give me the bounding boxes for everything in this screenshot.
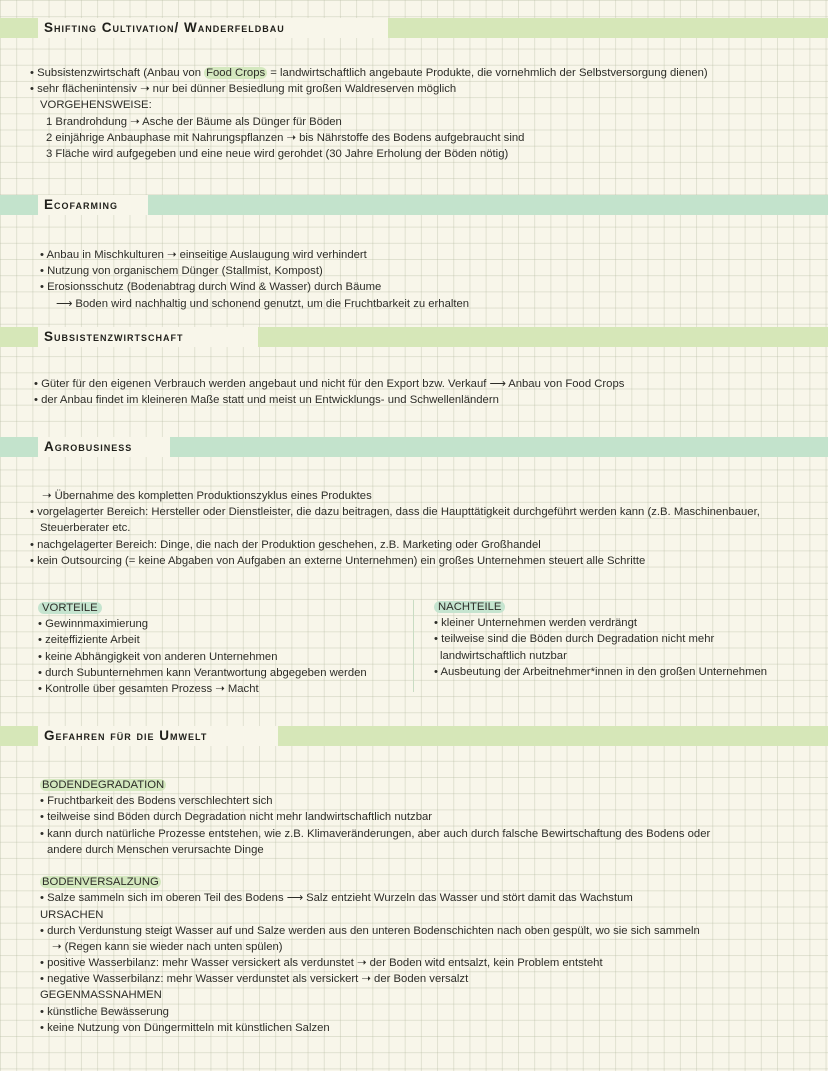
section-title: Agrobusiness	[38, 437, 170, 457]
subheading: VORGEHENSWEISE:	[40, 99, 152, 112]
section-title: Subsistenzwirtschaft	[38, 327, 258, 347]
section-subsistenz-content: • Güter für den eigenen Verbrauch werden angebaut und nicht für den Export bzw. Verkauf ⟶ Anbau von Food Crops • der Anbau findet im kleineren Maße statt und meist un Entwicklungs- und Schwellenländern	[34, 378, 625, 407]
section-band-ecofarming	[0, 195, 828, 215]
column-divider	[413, 600, 414, 692]
section-shifting-content: • Subsistenzwirtschaft (Anbau von Food Crops = landwirtschaftlich angebaute Produkte, die vornehmlich der Selbstversorgung dienen) • sehr flächenintensiv ➝ nur bei dünner Besiedlung mit großen Waldreserven möglich VORGEHENSWEISE: 1 Brandrohdung ➝ Asche der Bäume als Dünger für Böden 2 einjährige Anbauphase mit Nahrungspflanzen ➝ bis Nährstoffe des Bodens aufgebraucht sind 3 Fläche wird aufgegeben und eine neue wird gerohdet (30 Jahre Erholung der Böden nötig)	[30, 67, 708, 160]
subheading-bodendegradation: BODENDEGRADATION	[42, 779, 165, 791]
section-title: Gefahren für die Umwelt	[38, 726, 278, 746]
pros-list: VORTEILE • Gewinnmaximierung • zeiteffiziente Arbeit • keine Abhängigkeit von anderen Unternehmen • durch Subunternehmen kann Verantwortung abgegeben werden • Kontrolle über gesamten Prozess ➝ Macht	[38, 602, 367, 695]
cons-list: NACHTEILE • kleiner Unternehmen werden verdrängt • teilweise sind die Böden durch Degradation nicht mehr landwirtschaftlich nutzbar • Ausbeutung der Arbeitnehmer*innen in den großen Unternehmen	[434, 601, 768, 678]
section-ecofarming-content: • Anbau in Mischkulturen ➝ einseitige Auslaugung wird verhindert • Nutzung von organischem Dünger (Stallmist, Kompost) • Erosionsschutz (Bodenabtrag durch Wind & Wasser) durch Bäume ⟶ Boden wird nachhaltig und schonend genutzt, um die Fruchtbarkeit zu erhalten	[40, 249, 470, 310]
section-title: Ecofarming	[38, 195, 148, 215]
section-gefahren-content: BODENDEGRADATION • Fruchtbarkeit des Bodens verschlechtert sich • teilweise sind Böden durch Degradation nicht mehr landwirtschaftlich nutzbar • kann durch natürliche Prozesse entstehen, wie z.B. Klimaveränderungen, aber auch durch falsche Bewirtschaftung des Bodens oder andere durch Menschen verursachte Dinge BODENVERSALZUNG • Salze sammeln sich im oberen Teil des Bodens ⟶ Salz entzieht Wurzeln das Wasser und stört damit das Wachstum URSACHEN • durch Verdunstung steigt Wasser auf und Salze werden aus den unteren Bodenschichten nach oben gespült, wo sie sich sammeln ➝ (Regen kann sie wieder nach unten spülen) • positive Wasserbilanz: mehr Wasser versickert als verdunstet ➝ der Boden witd entsalzt, kein Problem entsteht • negative Wasserbilanz: mehr Wasser verdunstet als versickert ➝ der Boden versalzt GEGENMASSNAHMEN • künstliche Bewässerung • keine Nutzung von Düngermitteln mit künstlichen Salzen	[40, 779, 711, 1034]
subheading-gegenmassnahmen: GEGENMASSNAHMEN	[40, 989, 162, 1002]
section-band-shifting	[0, 18, 828, 38]
section-title: Shifting Cultivation/ Wanderfeldbau	[38, 18, 388, 38]
pros-title: VORTEILE	[38, 602, 102, 614]
subheading-bodenversalzung: BODENVERSALZUNG	[42, 876, 159, 889]
section-band-subsistenz	[0, 327, 828, 347]
section-band-gefahren	[0, 726, 828, 746]
subheading-ursachen: URSACHEN	[40, 908, 104, 921]
section-agro-content: ➝ Übernahme des kompletten Produktionszyklus eines Produktes • vorgelagerter Bereich: Hersteller oder Dienstleister, die dazu beitragen, dass die Haupttätigkeit durchgeführt werden kann (z.B. Maschinenbauer, Steuerberater etc. • nachgelagerter Bereich: Dinge, die nach der Produktion geschehen, z.B. Marketing oder Großhandel • kein Outsourcing (= keine Abgaben von Aufgaben an externe Unternehmen) ein großes Unternehmen steuert alle Schritte	[30, 490, 760, 567]
highlight-food-crops: Food Crops	[206, 67, 266, 79]
section-band-agrobusiness	[0, 437, 828, 457]
cons-title: NACHTEILE	[434, 601, 505, 613]
